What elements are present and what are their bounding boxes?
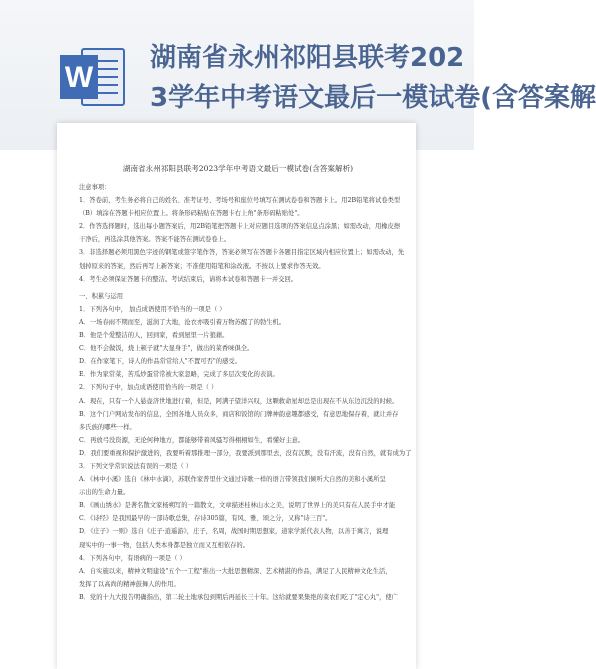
page-content (79, 163, 412, 604)
question-line: B．他是个爱整洁的人，回到家，看到屋里一片狼藉。 (79, 332, 229, 340)
question-line: B．党的十九大报告明确指出，第二轮土地承包到期后再延长三十年。这给就要果集绝的菜农们吃了"定心丸"，使广 (79, 593, 398, 601)
question-line: 4．下列各句中，有语病的一项是（ ） (79, 554, 186, 562)
question-line: E．作为家常菜，苦瓜炒蛋常常被大家忽略，完成了多层次变化的表演。 (79, 371, 279, 379)
notice-line: 2．作答选择题时，选出每小题答案后，用2B铅笔把答题卡上对应题目选项的答案信息点涂黑；如需改动，用橡皮擦 (79, 223, 401, 231)
question-line: C．他不会做饭，烧上顿子就"大显身手"，做出的菜香味俱全。 (79, 345, 254, 353)
notice-line: 1．答卷前，考生务必将自己的姓名、准考证号、考场号和座位号填写在测试卷卷和答题卡上。用2B铅笔将试卷类型 (79, 197, 401, 205)
title-line-2: 3学年中考语文最后一模试卷(含答案解 (150, 83, 596, 113)
question-line: 现实中的一事一物，包括人类本身都是独立而又互相依存的。 (79, 541, 250, 549)
question-line: C．《诗经》是我国最早的一部诗歌总集，存诗305篇，有风、雅、颂之分，又称"诗三百"。 (79, 515, 332, 523)
question-line: 3．下列文学常识说法有误的一项是（ ） (79, 462, 193, 470)
question-line: B．这个门户网站发布的信息，全国各地人员众多，商店和饭馆的门牌神韵意趣都感受，有意思地保存着，就让并存 (79, 410, 399, 418)
question-line: 1．下列各句中， 加点成语使用不恰当的一项是（ ） (79, 305, 226, 313)
question-line: C．再放弓没资源，无论何种地方，都能够带着风骚写得栩栩如生，看懂好主意。 (79, 436, 305, 444)
notice-line: 3．非选择题必须用黑色字迹的钢笔或签字笔作答，答案必须写在答题卡各题目指定区域内相应位置上；如需改动，先 (79, 249, 405, 257)
question-line: 发挥了以高尚的精神鼓舞人的作用。 (79, 580, 180, 588)
question-line: 2．下列句子中，加点成语使用恰当的一项是（ ） (79, 384, 218, 392)
question-line: 示出的生命力量。 (79, 489, 130, 497)
question-line: 多氏族的哪些一样。 (79, 423, 136, 431)
title-line-1: 湖南省永州祁阳县联考202 (150, 43, 465, 73)
word-letter: W (64, 61, 94, 94)
question-line: D．我们要重视和保护激进的，我要听着那推理一部分，我要派到那里去，没有沉默，没有汗流，没有自然，就有成为了 (79, 449, 412, 457)
question-line: A．一场春雨不期而至，滋润了大地，沧衣亦吸引着万物苏醒了的勃生机。 (79, 318, 286, 326)
question-line: B．《画山绣水》是著名散文家杨朔写的一篇散文，文章描述桂林山水之美，说明了世界上的美只有在人民手中才能 (79, 502, 396, 510)
question-line: A．現在，只有一个人悬壶济世地进行着，但是，阿满子望洋兴叹，这颗救命星却总是出现在不从东边沉没的时候。 (79, 397, 399, 405)
document-title (150, 38, 596, 118)
paper-title: 湖南省永州祁阳县联考2023学年中考语文最后一模试卷(含答案解析) (122, 164, 354, 173)
notice-line: 4．考生必须保证答题卡的整洁。考试结束后，请将本试卷和答题卡一并交回。 (79, 275, 298, 283)
notice-line: （B）填涂在答题卡相应位置上。将条形码粘贴在答题卡右上角"条形码粘贴处"。 (79, 210, 304, 218)
question-line: D．在作家笔下，诗人的作品常常给人"不置可否"的感受。 (79, 358, 241, 366)
question-line: A．《林中小溪》选自《林中水滴》，苏联作家普里什文通过诗歌一样的语言带领我们倾听大自然的美和小溪所呈 (79, 476, 386, 484)
notice-line: 划掉原来的答案，然后再写上新答案；不准使用铅笔和涂改液。不按以上要求作答无效。 (79, 262, 325, 270)
notice-heading: 注意事项： (79, 184, 111, 191)
document-page (57, 123, 416, 669)
section-heading: 一、积累与运用 (79, 292, 124, 300)
question-line: D．《庄子》一则》选自《庄子·逍遥游》，庄子，名周，战国时期思想家，道家学派代表人物，以善于寓言，说理 (79, 528, 389, 536)
question-line: A．自实施以来，精神文明建设"五个一工程"推出一大批思想精深、艺术精湛的作品，满足了人民精神文化生活， (79, 567, 392, 575)
word-doc-icon (58, 43, 128, 111)
notice-line: 干净后，再选涂其他答案。答案不能答在测试卷卷上。 (79, 236, 231, 244)
